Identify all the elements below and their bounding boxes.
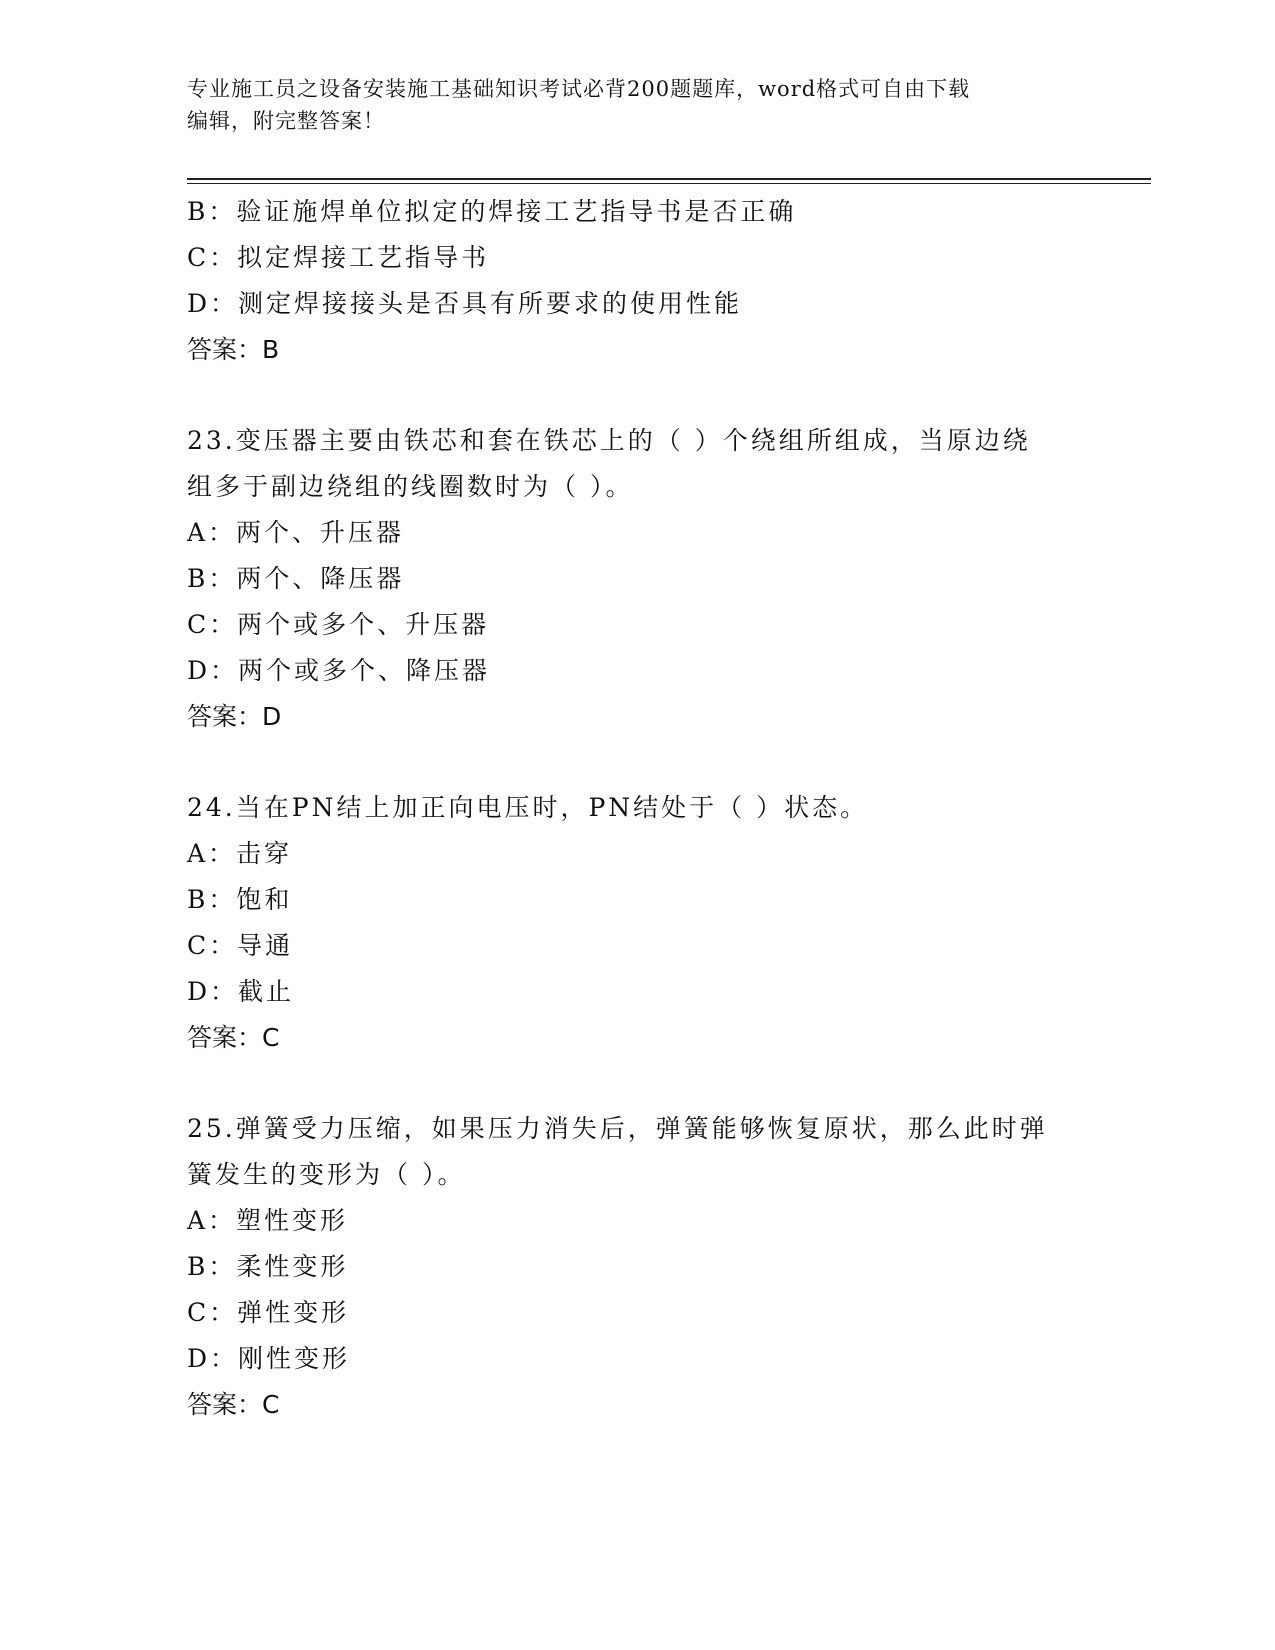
question-stem-continued: 簧发生的变形为（ ）。 [187,1160,466,1189]
answer-line: 答案：B [187,335,280,364]
question-stem: 25.弹簧受力压缩，如果压力消失后，弹簧能够恢复原状，那么此时弹 [187,1114,1048,1143]
option-c: C：拟定焊接工艺指导书 [187,243,490,272]
question-stem: 23.变压器主要由铁芯和套在铁芯上的（ ）个绕组所组成，当原边绕 [187,426,1031,455]
option-b: B：验证施焊单位拟定的焊接工艺指导书是否正确 [187,197,797,226]
question-25 [187,1106,1087,1428]
option-a: A：两个、升压器 [187,518,405,547]
question-list [187,189,1087,1428]
header-title-line-1: 专业施工员之设备安装施工基础知识考试必背200题题库，word格式可自由下载 [187,77,971,101]
option-b: B：饱和 [187,885,293,914]
option-d: D：测定焊接接头是否具有所要求的使用性能 [187,289,743,318]
question-24 [187,785,1087,1061]
header-divider-thick [187,178,1151,180]
question-separator [187,1061,1087,1106]
option-c: C：导通 [187,931,294,960]
document-header [187,73,1067,137]
answer-line: 答案：D [187,702,282,731]
question-separator [187,740,1087,785]
option-a: A：击穿 [187,839,293,868]
option-d: D：两个或多个、降压器 [187,656,491,685]
option-a: A：塑性变形 [187,1206,349,1235]
question-stem: 24.当在PN结上加正向电压时，PN结处于（ ）状态。 [187,793,869,822]
option-b: B：柔性变形 [187,1252,349,1281]
answer-line: 答案：C [187,1023,280,1052]
question-separator [187,373,1087,418]
option-b: B：两个、降压器 [187,564,405,593]
option-c: C：弹性变形 [187,1298,350,1327]
question-stem-continued: 组多于副边绕组的线圈数时为（ ）。 [187,472,634,501]
header-divider-thin [187,183,1151,184]
question-23 [187,418,1087,740]
option-d: D：刚性变形 [187,1344,351,1373]
question-22-tail [187,189,1087,373]
option-d: D：截止 [187,977,295,1006]
option-c: C：两个或多个、升压器 [187,610,490,639]
answer-line: 答案：C [187,1390,280,1419]
header-title-line-2: 编辑，附完整答案！ [187,109,385,133]
